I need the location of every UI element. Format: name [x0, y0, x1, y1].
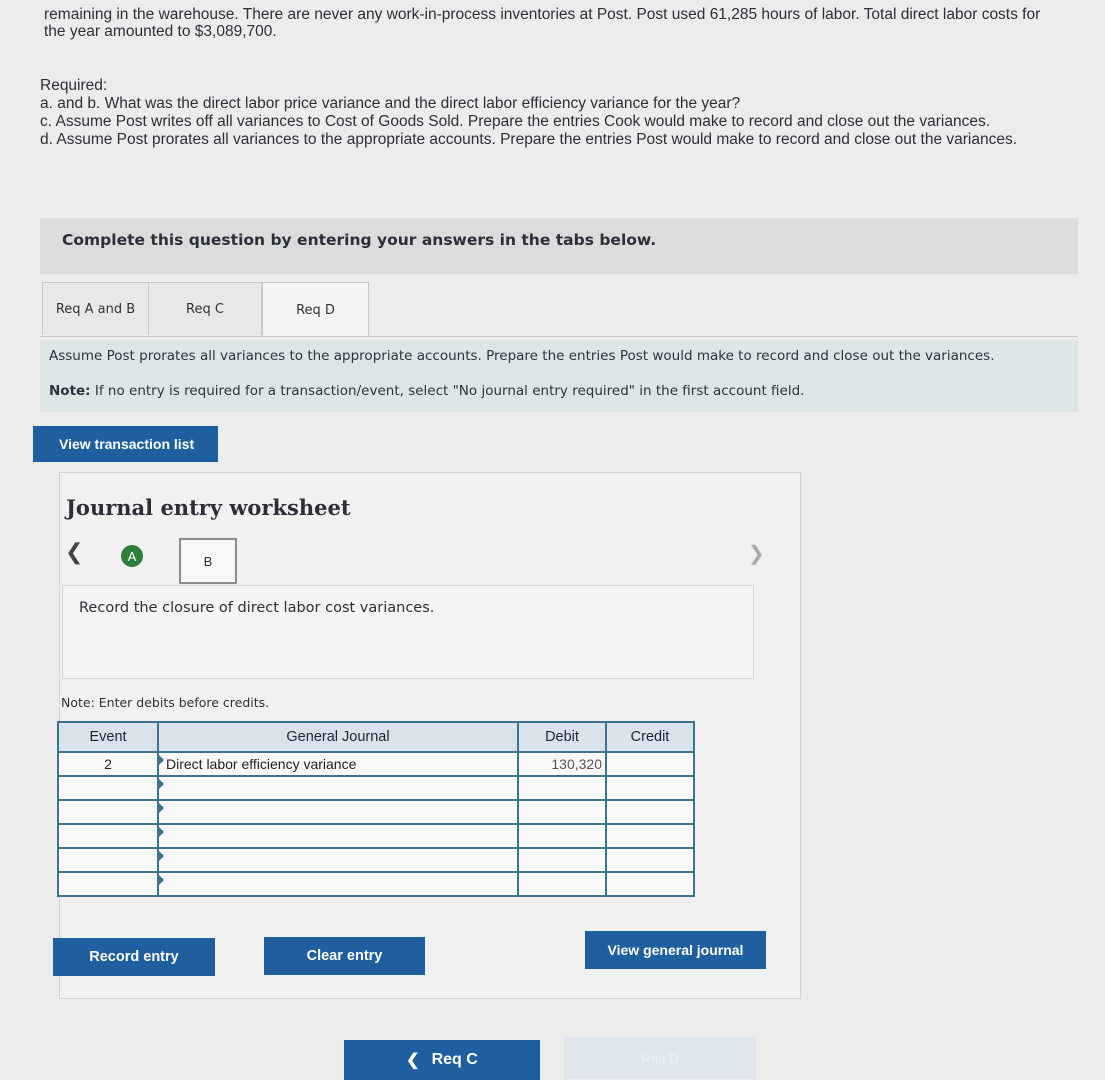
- credit-cell[interactable]: [606, 800, 694, 824]
- credit-header: Credit: [606, 722, 694, 752]
- note-text: If no entry is required for a transaction/event, select "No journal entry required" in the first account field.: [94, 383, 805, 399]
- dropdown-marker-icon: [159, 875, 164, 885]
- tab-req-d[interactable]: Req D: [262, 282, 369, 337]
- account-cell[interactable]: [158, 824, 518, 848]
- dropdown-marker-icon: [159, 851, 164, 861]
- tab-req-c[interactable]: Req C: [148, 282, 262, 335]
- required-item-ab: a. and b. What was the direct labor price variance and the direct labor efficiency variance for the year?: [40, 95, 741, 112]
- account-cell[interactable]: Direct labor efficiency variance: [158, 752, 518, 776]
- event-cell[interactable]: [58, 848, 158, 872]
- instruction-text: Complete this question by entering your answers in the tabs below.: [62, 231, 657, 249]
- next-req-button[interactable]: [564, 1037, 756, 1079]
- entry-description-box: [62, 585, 754, 679]
- chevron-left-icon[interactable]: ❮: [65, 539, 84, 564]
- debit-cell[interactable]: [518, 824, 606, 848]
- event-cell[interactable]: 2: [58, 752, 158, 776]
- clear-entry-button[interactable]: Clear entry: [264, 937, 425, 975]
- next-req-label: Req D: [641, 1050, 679, 1066]
- previous-req-button[interactable]: [344, 1040, 540, 1080]
- dropdown-marker-icon: [159, 755, 164, 765]
- tab-req-a-and-b[interactable]: Req A and B: [42, 282, 149, 335]
- entry-description: Record the closure of direct labor cost variances.: [79, 600, 435, 616]
- worksheet-title: Journal entry worksheet: [66, 495, 351, 520]
- problem-intro-text: remaining in the warehouse. There are never any work-in-process inventories at Post. Post used 61,285 hours of labor. Total direct labor costs for the year amounted to $3,089,700.: [44, 6, 1041, 40]
- note-label: Note:: [49, 383, 91, 399]
- table-row: [58, 872, 694, 896]
- credit-cell[interactable]: [606, 776, 694, 800]
- debit-cell[interactable]: [518, 872, 606, 896]
- account-cell[interactable]: [158, 800, 518, 824]
- debit-header: Debit: [518, 722, 606, 752]
- dropdown-marker-icon: [159, 779, 164, 789]
- event-cell[interactable]: [58, 776, 158, 800]
- previous-req-label: Req C: [431, 1051, 478, 1068]
- required-heading: Required:: [40, 77, 108, 94]
- tab-divider: [40, 336, 1078, 337]
- debits-note: Note: Enter debits before credits.: [61, 695, 270, 710]
- step-a-indicator[interactable]: A: [121, 545, 143, 567]
- debit-cell[interactable]: 130,320: [518, 752, 606, 776]
- event-cell[interactable]: [58, 872, 158, 896]
- record-entry-button[interactable]: Record entry: [53, 938, 215, 976]
- view-transaction-list-button[interactable]: View transaction list: [33, 426, 218, 462]
- table-row: [58, 800, 694, 824]
- step-b-indicator[interactable]: B: [179, 538, 237, 584]
- credit-cell[interactable]: [606, 872, 694, 896]
- instruction-bar: [40, 218, 1078, 274]
- table-row: [58, 752, 694, 776]
- requirement-description: Assume Post prorates all variances to the appropriate accounts. Prepare the entries Post would make to record and close out the variances.: [49, 348, 995, 364]
- required-item-d: d. Assume Post prorates all variances to the appropriate accounts. Prepare the entries Post would make to record and close out the variances.: [40, 131, 1018, 148]
- dropdown-marker-icon: [159, 827, 164, 837]
- account-cell[interactable]: [158, 872, 518, 896]
- credit-cell[interactable]: [606, 848, 694, 872]
- account-cell[interactable]: [158, 776, 518, 800]
- general-journal-header: General Journal: [158, 722, 518, 752]
- event-cell[interactable]: [58, 824, 158, 848]
- dropdown-marker-icon: [159, 803, 164, 813]
- event-header: Event: [58, 722, 158, 752]
- chevron-right-icon[interactable]: ❯: [748, 543, 765, 565]
- required-section: [40, 77, 1080, 149]
- journal-entry-worksheet: [59, 472, 801, 999]
- debit-cell[interactable]: [518, 800, 606, 824]
- table-row: [58, 776, 694, 800]
- credit-cell[interactable]: [606, 752, 694, 776]
- chevron-left-icon: ❮: [406, 1052, 420, 1069]
- view-general-journal-button[interactable]: View general journal: [585, 931, 766, 969]
- requirement-note: [49, 383, 804, 400]
- account-cell[interactable]: [158, 848, 518, 872]
- requirement-note-box: [40, 340, 1078, 412]
- event-cell[interactable]: [58, 800, 158, 824]
- table-row: [58, 824, 694, 848]
- table-row: [58, 848, 694, 872]
- required-item-c: c. Assume Post writes off all variances to Cost of Goods Sold. Prepare the entries Cook would make to record and close out the variances.: [40, 113, 990, 130]
- debit-cell[interactable]: [518, 848, 606, 872]
- debit-cell[interactable]: [518, 776, 606, 800]
- credit-cell[interactable]: [606, 824, 694, 848]
- journal-table: [57, 721, 695, 897]
